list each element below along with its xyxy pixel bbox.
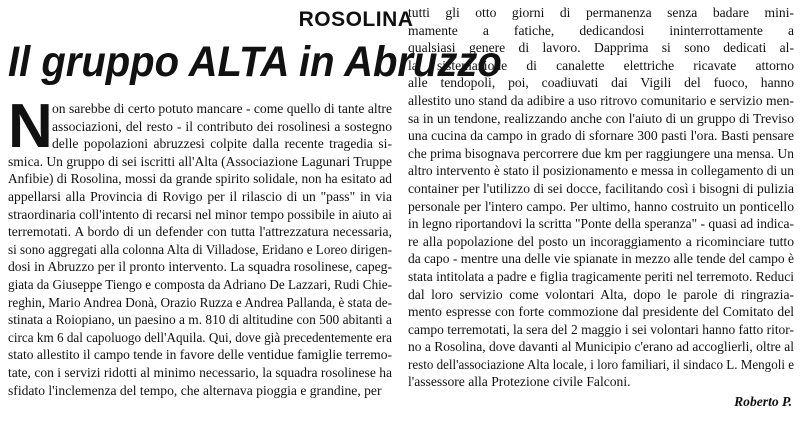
text-line: associazioni, del resto - il contributo dei rosolinesi a sostegno	[52, 118, 392, 134]
text-line: mento espresse con forte commozione dal presidente del Comitato del	[408, 304, 794, 320]
text-line: sfidato l'inclemenza del tempo, che alternava pioggia e grandine, per	[8, 382, 382, 398]
text-line: la sistemazione di canalette elettriche ricavate attorno	[408, 57, 794, 73]
text-line: da capo - mentre una delle vie spianate in mezzo alle tende del campo è	[408, 251, 794, 267]
text-line: alle tendopoli, poi, coadiuvati dai Vigili del fuoco, hanno	[408, 75, 794, 91]
text-line: smica. Un gruppo di sei iscritti all'Alta (Associazione Lagunari Truppe	[8, 153, 392, 169]
text-line: stato allestito il campo tende in favore delle ventidue famiglie terremo-	[8, 347, 392, 363]
text-line: qualsiasi genere di lavoro. Dapprima si sono dedicati al-	[408, 40, 794, 56]
text-line: no a Rosolina, dove davanti al Municipio c'erano ad accoglierli, oltre al	[408, 339, 794, 355]
text-line: tate, con i servizi ridotti al minimo necessario, la squadra rosolinese ha	[8, 364, 392, 380]
author-signature: Roberto P.	[734, 394, 792, 409]
text-line: personale per l'intero campo. Per ultimo, hanno costruito un ponticello	[408, 198, 794, 214]
article-column-1	[8, 92, 392, 399]
text-line: una cucina da campo in grado di sfornare 300 pasti l'ora. Basti pensare	[408, 128, 794, 144]
text-line: dosi in Abruzzo per il pronto intervento. La squadra rosolinese, capeg-	[8, 259, 392, 275]
text-line: circa km 6 dal capoluogo dell'Aquila. Qui, dove già precedentemente era	[8, 329, 392, 345]
text-line: giata da Giuseppe Tiengo e composta da Adriano De Lazzari, Rudi Chie-	[8, 276, 392, 292]
headline: Il gruppo ALTA in Abruzzo	[8, 38, 502, 86]
text-line: appellarsi alla Provincia di Rovigo per il rilascio di un "pass" in via	[8, 188, 392, 204]
text-line: campo terremotati, la sera del 2 maggio i sei volontari hanno fatto ritor-	[408, 321, 794, 337]
text-line: delle popolazioni abruzzesi colpite dalla recente tragedia si-	[52, 136, 392, 152]
text-line: sa in un tendone, realizzando anche con l'aiuto di un gruppo di Treviso	[408, 110, 794, 126]
text-line: stinata a Roiopiano, un paesino a m. 810 di altitudine con 500 abitanti a	[8, 312, 392, 328]
text-line: re alla popolazione del posto un incoraggiamento a ricominciare tutto	[408, 233, 794, 249]
text-line: on sarebbe di certo potuto mancare - come quello di tante altre	[52, 101, 392, 116]
text-line: stata intitolata a padre e figlia tragicamente periti nel terremoto. Reduci	[408, 268, 794, 284]
text-line: dal loro servizio come volontari Alta, dopo le parole di ringrazia-	[408, 286, 794, 302]
article-column-2	[408, 4, 794, 391]
text-line: mamente a fatiche, dedicandosi ininterrottamente a	[408, 22, 794, 38]
text-line: straordinaria coll'intento di recarsi nel minor tempo possibile in aiuto ai	[8, 206, 392, 222]
text-line: l'assessore alla Protezione civile Falconi.	[408, 374, 631, 390]
text-line: che prima bisognava percorrere due km per raggiungere una mensa. Un	[408, 145, 794, 161]
text-line: altro intervento è stato il posizionamento e messa in collegamento di un	[408, 163, 794, 179]
text-line: si sono aggregati alla colonna Alta di Villadose, Eridano e Loreo dirigen-	[8, 241, 392, 257]
kicker-location: ROSOLINA	[298, 8, 414, 31]
text-line: Anfibie) di Rosolina, mossi da grande spirito solidale, non ha esitato ad	[8, 171, 392, 187]
text-line: tutti gli otto giorni di permanenza senza badare mini-	[408, 5, 794, 20]
text-line: in legno riportandovi la scritta "Ponte della speranza" - quasi ad indica-	[408, 216, 794, 232]
drop-cap: N	[8, 92, 53, 161]
text-line: container per l'utilizzo di sei docce, facilitando così i bisogni di pulizia	[408, 180, 794, 196]
text-line: resto dell'associazione Alta locale, i loro familiari, il sindaco L. Mengoli e	[408, 356, 794, 372]
text-line: reghin, Mario Andrea Donà, Orazio Ruzza e Andrea Pallanda, è stata de-	[8, 294, 392, 310]
text-line: terremotati. A bordo di un defender con tutta l'attrezzatura necessaria,	[8, 224, 392, 240]
text-line: allestito uno stand da adibire a uso ritrovo comunitario e servizio men-	[408, 92, 794, 108]
